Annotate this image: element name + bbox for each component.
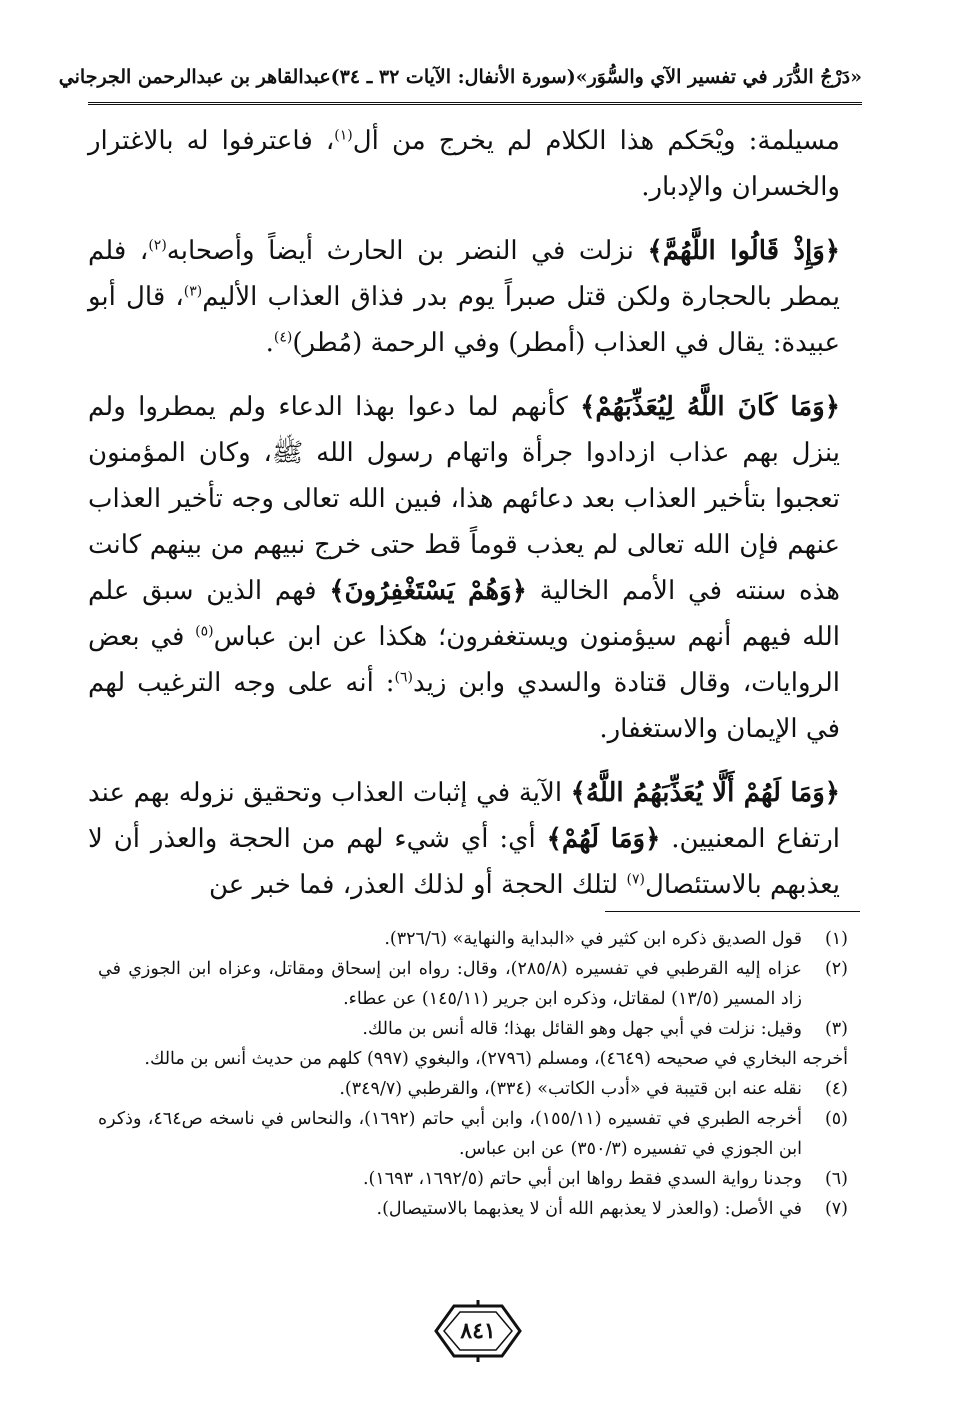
text-run: كأنهم لما دعوا بهذا الدعاء ولم يمطروا ولم ينزل بهم عذاب ازدادوا جرأة واتهام رسول الله ﷺ، وكان المؤمنون تعجبوا بتأخير العذاب بعد دعائهم هذا، فبين الله تعالى وجه تأخير العذاب عنهم فإن الله تعالى لم يعذب قوماً قط حتى خرج نبيهم من بينهم كانت هذه سنته في الأمم الخالية: [88, 392, 840, 606]
footnote-7: [98, 1194, 848, 1224]
text-run: فهم الذين سبق علم الله فيهم أنهم سيؤمنون ويستغفرون؛ هكذا عن ابن عباس: [88, 576, 840, 652]
quran-quote: ﴿وَإِذْ قَالُوا اللَّهُمَّ﴾: [647, 236, 841, 266]
footnote-ref[interactable]: (١): [334, 127, 353, 144]
footnote-ref[interactable]: (٢): [148, 237, 167, 254]
footnote-text: قول الصديق ذكره ابن كثير في «البداية والنهاية» (٣٢٦/٦).: [384, 929, 802, 949]
footnote-text: عزاه إليه القرطبي في تفسيره (٢٨٥/٨)، وقال: رواه ابن إسحاق ومقاتل، وعزاه ابن الجوزي في زاد المسير (١٣/٥) لمقاتل، وذكره ابن جرير (١٤٥/١١) عن عطاء.: [98, 959, 802, 1009]
footnote-number: (٤): [824, 1079, 848, 1099]
main-text: [88, 118, 840, 926]
text-run: مسيلمة: ويْحَكم هذا الكلام لم يخرج من أل: [352, 126, 840, 156]
quran-quote: ﴿وَمَا لَهُمْ﴾: [546, 824, 661, 854]
text-run: لتلك الحجة أو لذلك العذر، فما خبر عن: [209, 870, 627, 900]
header-book-title: «دَرْجُ الدُّرَر في تفسير الآي والسُّوَر»: [575, 66, 862, 88]
footnote-text: وقيل: نزلت في أبي جهل وهو القائل بهذا؛ قاله أنس بن مالك.: [362, 1019, 802, 1039]
footnote-number: (٣): [824, 1019, 848, 1039]
text-run: ، قال أبو عبيدة: يقال في العذاب (أمطر) وفي الرحمة (مُطر): [88, 282, 840, 358]
page-number: ٨٤١: [460, 1318, 496, 1344]
text-run: في بعض الروايات، وقال قتادة والسدي وابن زيد: [88, 622, 840, 698]
footnote-ref[interactable]: (٣): [183, 283, 203, 300]
footnote-number: (٦): [824, 1169, 848, 1189]
footnote-2: [98, 954, 848, 1014]
text-run: أي: أي شيء لهم من الحجة والعذر أن لا يعذبهم بالاستئصال: [88, 824, 840, 900]
footnote-ref[interactable]: (٥): [195, 623, 214, 640]
footnote-ref[interactable]: (٧): [626, 871, 645, 888]
quran-quote: ﴿وَمَا كَانَ اللَّهُ لِيُعَذِّبَهُمْ﴾: [580, 392, 840, 422]
page-number-ornament: [432, 1300, 524, 1362]
text-run: نزلت في النضر بن الحارث أيضاً وأصحابه: [166, 236, 648, 266]
footnote-ref[interactable]: (٤): [273, 329, 293, 346]
paragraph-1: [88, 118, 840, 210]
text-run: ، فلم يمطر بالحجارة ولكن قتل صبراً يوم بدر فذاق العذاب الأليم: [88, 236, 840, 312]
footnote-ref[interactable]: (٦): [394, 669, 413, 686]
footnote-6: [98, 1164, 848, 1194]
text-run: : أنه على وجه الترغيب لهم في الإيمان والاستغفار.: [88, 668, 840, 744]
footnote-divider: [605, 911, 860, 912]
footnote-text: وجدنا رواية السدي فقط رواها ابن أبي حاتم (١٦٩٢/٥، ١٦٩٣).: [362, 1169, 802, 1189]
footnote-3: [98, 1014, 848, 1074]
footnote-5: [98, 1104, 848, 1164]
quran-quote: ﴿وَهُمْ يَسْتَغْفِرُونَ﴾: [329, 576, 527, 606]
running-header: [58, 52, 862, 105]
paragraph-4: [88, 770, 840, 908]
text-run: ، فاعترفوا له بالاغترار والخسران والإدبار.: [88, 126, 840, 202]
footnote-text: أخرجه الطبري في تفسيره (١٥٥/١١)، وابن أبي حاتم (١٦٩٢)، والنحاس في ناسخه ص٤٦٤، وذكره ابن الجوزي في تفسيره (٣٥٠/٣) عن ابن عباس.: [98, 1109, 802, 1159]
paragraph-2: [88, 228, 840, 366]
text-run: .: [265, 328, 274, 358]
paragraph-3: [88, 384, 840, 752]
text-run: الآية في إثبات العذاب وتحقيق نزوله بهم عند ارتفاع المعنيين.: [88, 778, 840, 854]
footnote-text: نقله عنه ابن قتيبة في «أدب الكاتب» (٣٣٤)، والقرطبي (٣٤٩/٧).: [339, 1079, 802, 1099]
footnote-text: في الأصل: (والعذر لا يعذبهم الله أن لا يعذبهما بالاستيصال).: [376, 1199, 802, 1219]
footnote-number: (١): [824, 929, 848, 949]
footnote-4: [98, 1074, 848, 1104]
header-surah: (سورة الأنفال: الآيات ٣٢ ـ ٣٤): [330, 66, 576, 88]
footnote-number: (٥): [824, 1109, 848, 1129]
quran-quote: ﴿وَمَا لَهُمْ أَلَّا يُعَذِّبَهُمُ اللَّهُ﴾: [570, 778, 840, 808]
footnote-1: [98, 924, 848, 954]
footnotes: [98, 924, 848, 1224]
footnote-text: أخرجه البخاري في صحيحه (٤٦٤٩)، ومسلم (٢٧٩٦)، والبغوي (٩٩٧) كلهم من حديث أنس بن مالك.: [144, 1049, 848, 1069]
footnote-number: (٧): [824, 1199, 848, 1219]
footnote-number: (٢): [824, 959, 848, 979]
header-author: عبدالقاهر بن عبدالرحمن الجرجاني: [58, 66, 331, 88]
